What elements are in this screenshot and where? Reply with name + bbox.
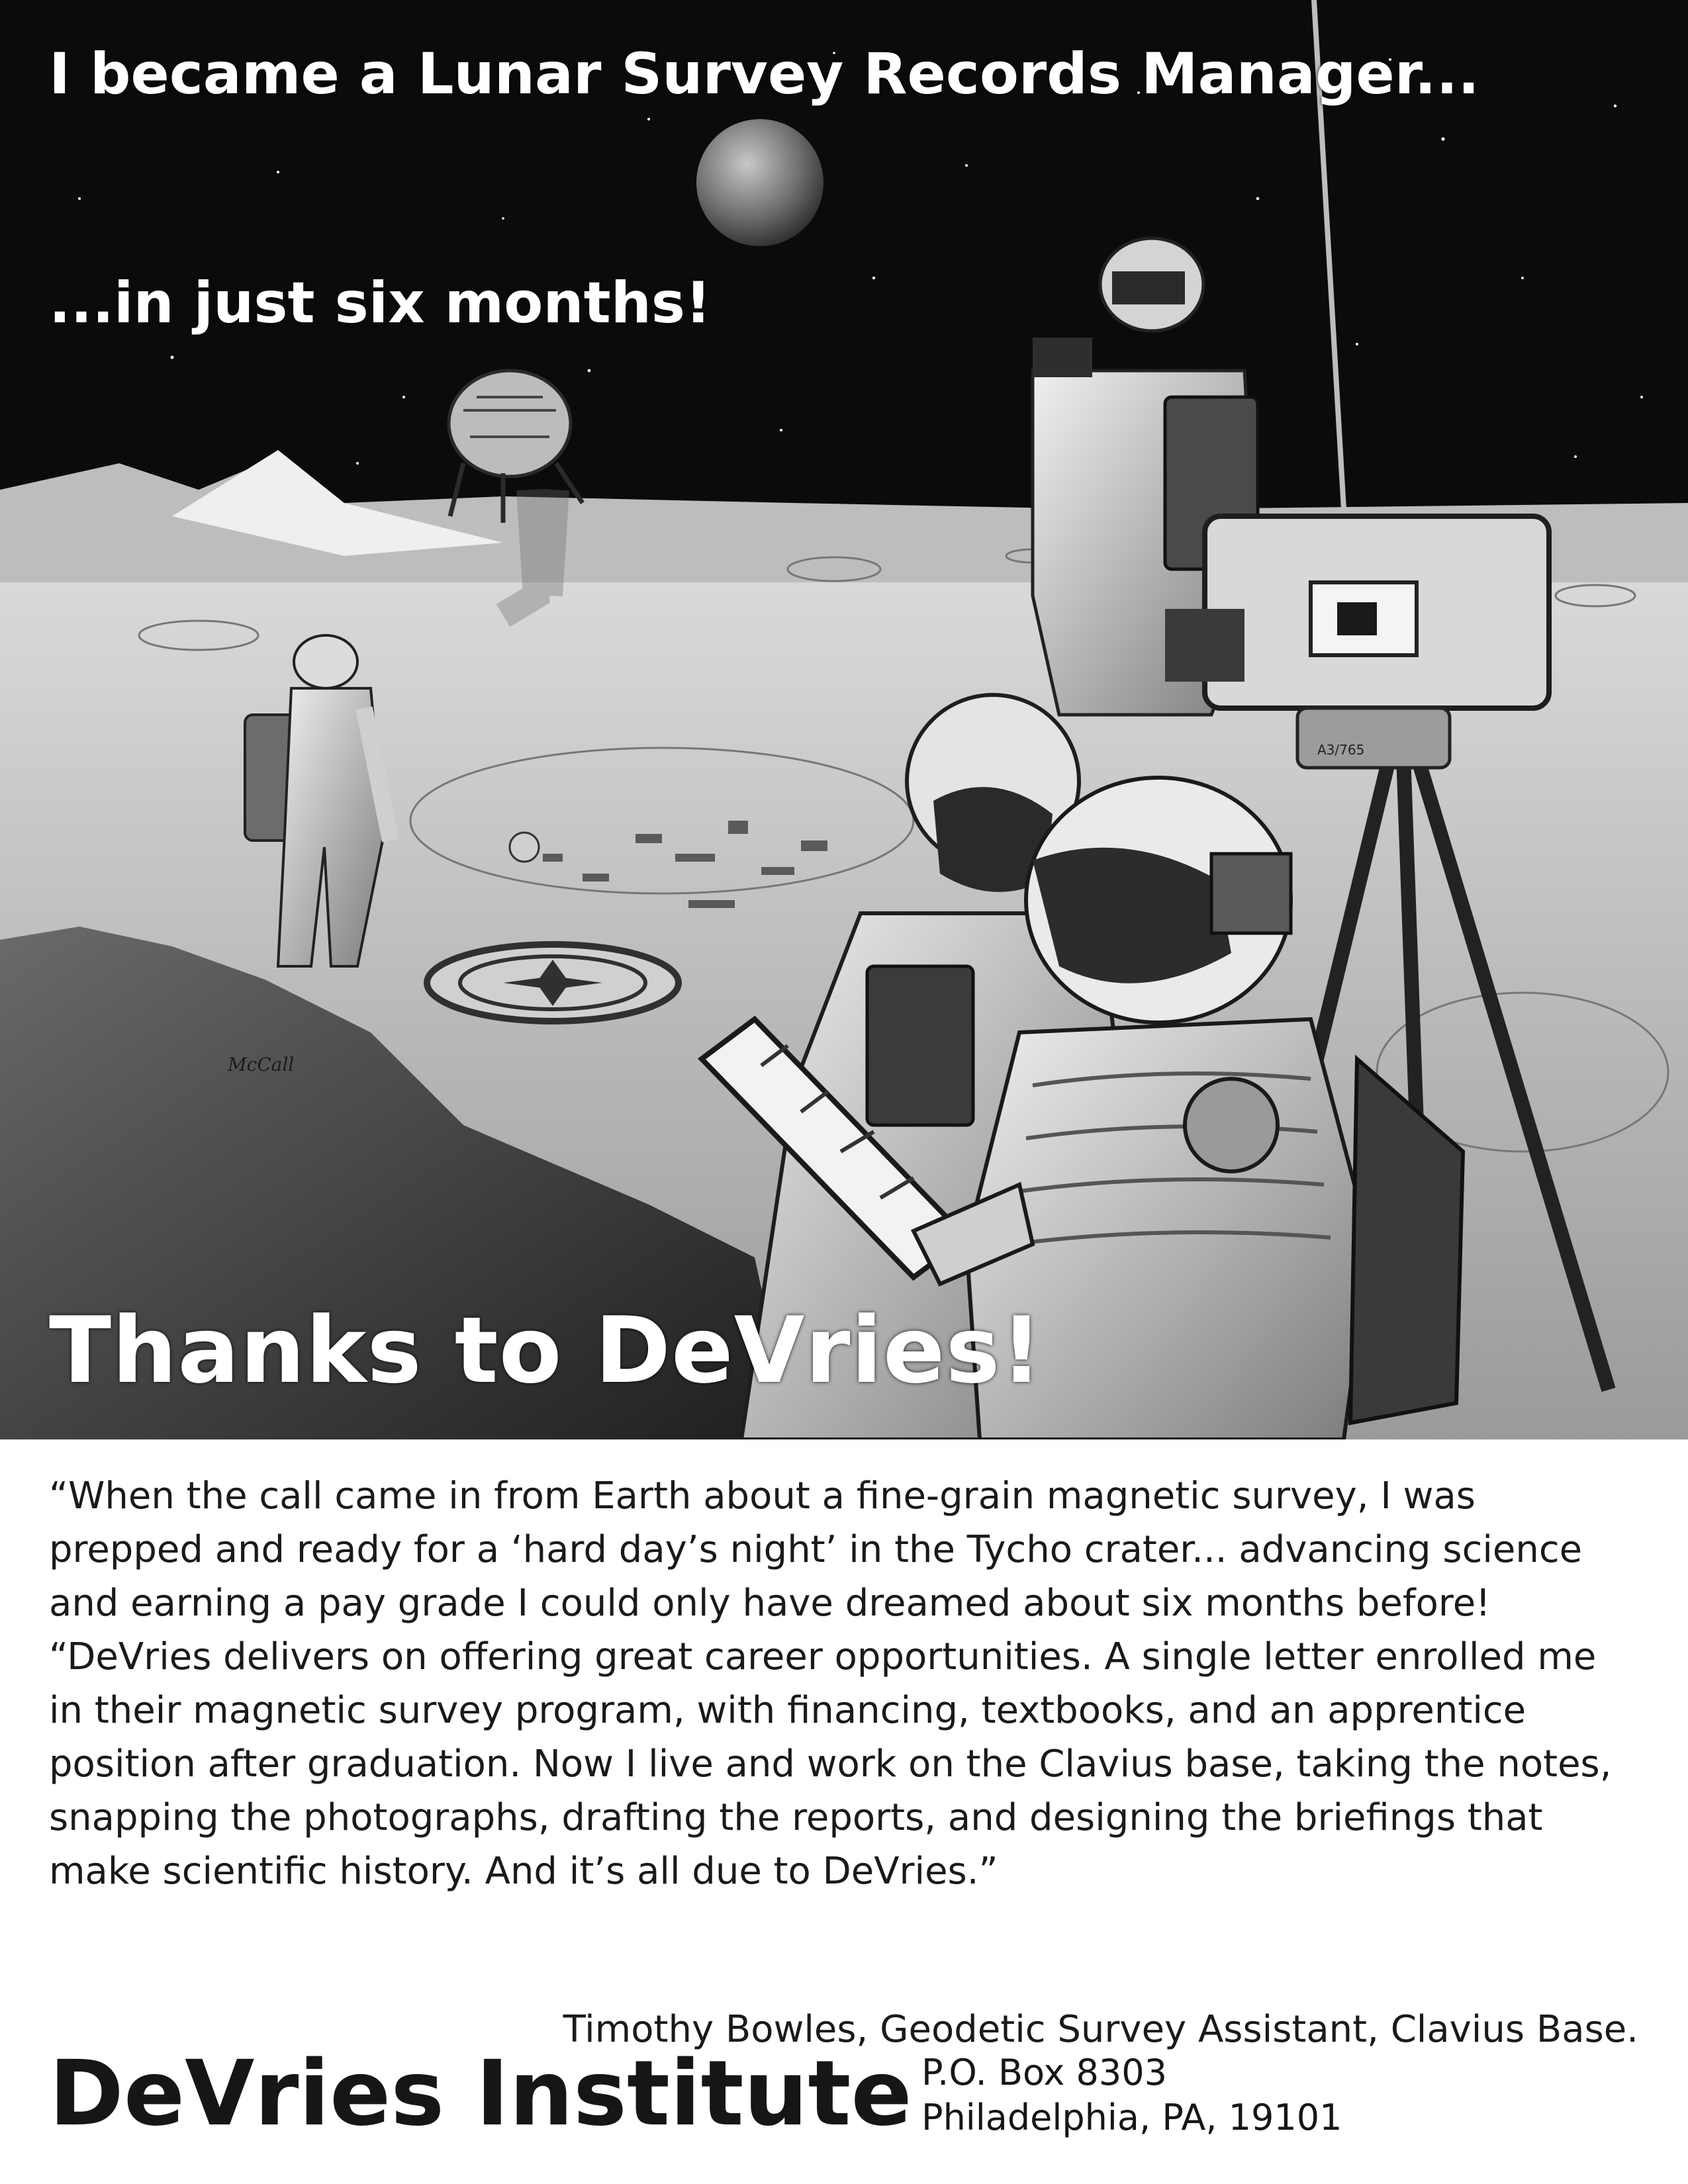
testimonial-text	[49, 1469, 1638, 1898]
headline-secondary: ...in just six months!	[49, 270, 712, 336]
brand-name: DeVries Institute	[49, 2042, 912, 2146]
address-line-1: P.O. Box 8303	[921, 2052, 1167, 2093]
planet-icon	[696, 119, 823, 246]
small-craft-icon	[510, 833, 539, 862]
testimonial-paragraph-2: “DeVries delivers on offering great career opportunities. A single letter enrolled me in their magnetic survey program, with financing, textbooks, and an apprentice position after graduation. Now I live and work on the Clavius base, taking the notes, snapping the photographs, drafting the reports, and designing the briefings that make scientific history. And it’s all due to DeVries.”	[49, 1635, 1612, 1893]
headline-primary: I became a Lunar Survey Records Manager...	[49, 41, 1479, 107]
artist-signature: McCall	[228, 1054, 295, 1075]
camera-label: A3/765	[1317, 742, 1365, 758]
headline-thanks: Thanks to DeVries!	[49, 1297, 1043, 1404]
testimonial-attribution: Timothy Bowles, Geodetic Survey Assistant, Clavius Base.	[563, 2008, 1638, 2051]
address-line-2: Philadelphia, PA, 19101	[921, 2097, 1342, 2138]
mailing-address	[921, 2050, 1342, 2140]
testimonial-paragraph-1: “When the call came in from Earth about a fine-grain magnetic survey, I was prepped and ready for a ‘hard day’s night’ in the Tycho crater... advancing science and earning a pay grade I could only have dreamed about six months before!	[49, 1475, 1583, 1625]
